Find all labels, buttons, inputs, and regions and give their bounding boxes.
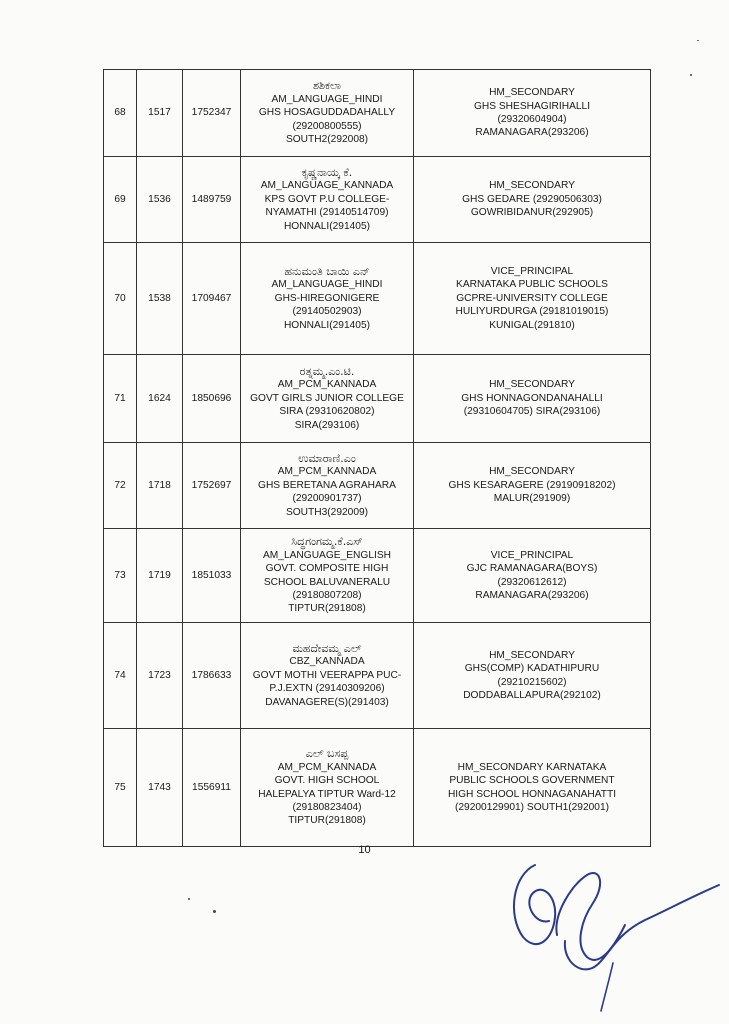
kgid-cell: 1752347: [183, 70, 241, 157]
table-row: [104, 70, 651, 157]
assignment-table: [103, 69, 651, 847]
posting-cell: [414, 355, 651, 443]
posting-line: HM_SECONDARY KARNATAKA: [457, 761, 607, 773]
detail-line: TIPTUR(291808): [288, 603, 366, 615]
detail-line: SOUTH2(292008): [285, 134, 369, 146]
posting-line: (29200129901) SOUTH1(292001): [454, 801, 610, 813]
detail-line: AM_PCM_KANNADA: [277, 379, 377, 391]
posting-line: RAMANAGARA(293206): [475, 589, 589, 601]
posting-line: PUBLIC SCHOOLS GOVERNMENT: [449, 775, 615, 787]
rank-cell: 1719: [137, 529, 183, 623]
posting-cell: [414, 157, 651, 243]
teacher-details-cell: [241, 443, 414, 529]
table-body: [104, 70, 651, 847]
serial-number-cell: 70: [104, 243, 137, 355]
detail-line: GOVT. COMPOSITE HIGH: [265, 563, 389, 575]
posting-line: (29320612612): [497, 576, 567, 588]
teacher-details-cell: [241, 355, 414, 443]
posting-line: DODDABALLAPURA(292102): [463, 689, 601, 701]
posting-cell: [414, 729, 651, 847]
posting-line: GCPRE-UNIVERSITY COLLEGE: [456, 292, 608, 304]
posting-line: HM_SECONDARY: [489, 87, 575, 99]
table-row: [104, 529, 651, 623]
detail-line: SIRA(293106): [294, 419, 360, 431]
detail-line: DAVANAGERE(S)(291403): [265, 696, 389, 708]
detail-line: GOVT. HIGH SCHOOL: [274, 775, 380, 787]
detail-line: HONNALI(291405): [283, 220, 371, 232]
rank-cell: 1538: [137, 243, 183, 355]
serial-number-cell: 68: [104, 70, 137, 157]
page-number: 10: [358, 844, 371, 856]
teacher-details-cell: [241, 623, 414, 729]
detail-line: GHS BERETANA AGRAHARA: [258, 479, 396, 491]
detail-line: GHS HOSAGUDDADAHALLY: [258, 107, 396, 119]
scan-speck: [188, 898, 190, 900]
detail-line: AM_PCM_KANNADA: [277, 466, 377, 478]
table-row: [104, 157, 651, 243]
posting-line: (29310604705) SIRA(293106): [463, 406, 601, 418]
detail-line: (29180823404): [292, 801, 362, 813]
kgid-cell: 1752697: [183, 443, 241, 529]
posting-line: GHS(COMP) KADATHIPURU: [464, 663, 600, 675]
posting-line: HM_SECONDARY: [489, 180, 575, 192]
teacher-details-cell: [241, 157, 414, 243]
scan-speck: [690, 74, 692, 76]
posting-line: HM_SECONDARY: [489, 466, 575, 478]
handwritten-signature: [505, 845, 725, 1015]
serial-number-cell: 73: [104, 529, 137, 623]
detail-line: KPS GOVT P.U COLLEGE-: [264, 193, 390, 205]
serial-number-cell: 75: [104, 729, 137, 847]
kgid-cell: 1489759: [183, 157, 241, 243]
teacher-name: ಶಶಿಕಲಾ: [312, 79, 342, 93]
detail-line: GOVT MOTHI VEERAPPA PUC-: [252, 669, 402, 681]
posting-line: MALUR(291909): [493, 493, 571, 505]
detail-line: AM_LANGUAGE_HINDI: [271, 279, 383, 291]
detail-line: SOUTH3(292009): [285, 506, 369, 518]
rank-cell: 1743: [137, 729, 183, 847]
detail-line: SCHOOL BALUVANERALU: [263, 576, 391, 588]
teacher-name: ಹನುಮಂತಿ ಬಾಯಿ ಎನ್: [284, 264, 370, 278]
serial-number-cell: 72: [104, 443, 137, 529]
posting-line: (29320604904): [497, 114, 567, 125]
teacher-details-cell: [241, 729, 414, 847]
teacher-details-cell: [241, 70, 414, 157]
posting-cell: [414, 70, 651, 157]
detail-line: (29200901737): [292, 493, 362, 505]
posting-line: VICE_PRINCIPAL: [490, 265, 574, 277]
teacher-name: ಎಲ್ ಬಸಪ್ಪ: [305, 747, 349, 761]
teacher-name: ಕೃಷ್ಣನಾಯ್ಕ ಕೆ.: [301, 165, 353, 179]
rank-cell: 1624: [137, 355, 183, 443]
serial-number-cell: 71: [104, 355, 137, 443]
table-row: [104, 355, 651, 443]
table-row: [104, 623, 651, 729]
detail-line: AM_PCM_KANNADA: [277, 761, 377, 773]
rank-cell: 1723: [137, 623, 183, 729]
posting-line: HM_SECONDARY: [489, 379, 575, 391]
serial-number-cell: 74: [104, 623, 137, 729]
teacher-name: ಮಹದೇವಮ್ಮ ಎಲ್: [292, 641, 362, 655]
posting-line: GHS SHESHAGIRIHALLI: [473, 100, 591, 112]
posting-line: GJC RAMANAGARA(BOYS): [466, 563, 598, 575]
posting-line: HM_SECONDARY: [489, 649, 575, 661]
posting-line: KUNIGAL(291810): [489, 319, 575, 331]
table-row: [104, 443, 651, 529]
detail-line: GHS-HIREGONIGERE: [274, 292, 380, 304]
scan-speck: [213, 910, 216, 913]
posting-cell: [414, 443, 651, 529]
table-row: [104, 729, 651, 847]
teacher-name: ರತ್ನಮ್ಮ.ಎಂ.ಟಿ.: [299, 364, 355, 378]
posting-line: RAMANAGARA(293206): [475, 127, 589, 139]
detail-line: AM_LANGUAGE_KANNADA: [260, 180, 394, 192]
kgid-cell: 1786633: [183, 623, 241, 729]
rank-cell: 1536: [137, 157, 183, 243]
posting-line: (29210215602): [497, 676, 567, 688]
kgid-cell: 1709467: [183, 243, 241, 355]
rank-cell: 1517: [137, 70, 183, 157]
detail-line: SIRA (29310620802): [279, 406, 375, 418]
posting-line: VICE_PRINCIPAL: [490, 549, 574, 561]
detail-line: (29140502903): [292, 306, 362, 318]
posting-line: HIGH SCHOOL HONNAGANAHATTI: [447, 788, 617, 800]
detail-line: HONNALI(291405): [283, 319, 371, 331]
kgid-cell: 1851033: [183, 529, 241, 623]
posting-line: GHS GEDARE (29290506303): [462, 193, 602, 205]
detail-line: NYAMATHI (29140514709): [265, 207, 389, 219]
table-row: [104, 243, 651, 355]
teacher-name: ಸಿದ್ಧಗಂಗಮ್ಮ.ಕೆ.ಎಸ್: [291, 535, 363, 549]
detail-line: CBZ_KANNADA: [289, 656, 365, 668]
detail-line: AM_LANGUAGE_HINDI: [271, 93, 383, 105]
posting-line: GHS KESARAGERE (29190918202): [448, 479, 616, 491]
posting-cell: [414, 623, 651, 729]
detail-line: (29180807208): [292, 589, 362, 601]
detail-line: GOVT GIRLS JUNIOR COLLEGE: [250, 392, 404, 404]
detail-line: (29200800555): [292, 120, 362, 132]
posting-line: GHS HONNAGONDANAHALLI: [461, 392, 603, 404]
detail-line: AM_LANGUAGE_ENGLISH: [263, 549, 391, 561]
scan-speck: [697, 40, 699, 41]
serial-number-cell: 69: [104, 157, 137, 243]
posting-cell: [414, 529, 651, 623]
posting-cell: [414, 243, 651, 355]
teacher-details-cell: [241, 529, 414, 623]
posting-line: HULIYURDURGA (29181019015): [455, 306, 609, 318]
kgid-cell: 1850696: [183, 355, 241, 443]
rank-cell: 1718: [137, 443, 183, 529]
teacher-details-cell: [241, 243, 414, 355]
detail-line: P.J.EXTN (29140309206): [269, 683, 385, 695]
detail-line: TIPTUR(291808): [288, 815, 366, 827]
detail-line: HALEPALYA TIPTUR Ward-12: [258, 788, 396, 800]
kgid-cell: 1556911: [183, 729, 241, 847]
posting-line: KARNATAKA PUBLIC SCHOOLS: [456, 279, 608, 291]
teacher-name: ಉಮಾರಾಣಿ.ಎಂ: [298, 451, 356, 465]
posting-line: GOWRIBIDANUR(292905): [470, 207, 594, 219]
